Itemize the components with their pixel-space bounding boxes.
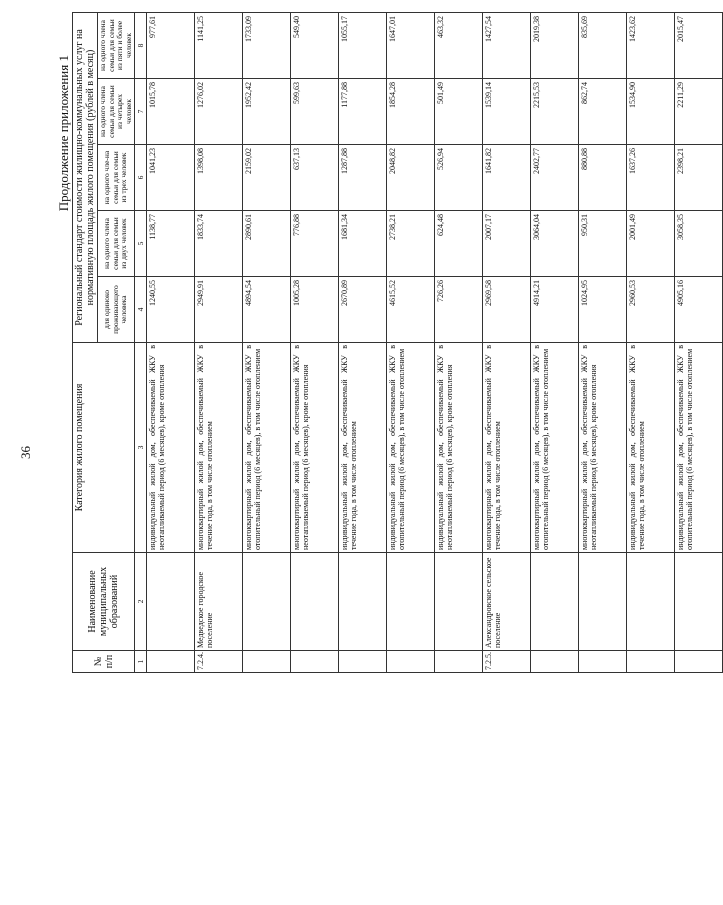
cost-value: 463,32 xyxy=(435,12,483,78)
dwelling-category: индивидуальный жилой дом, обеспечиваемый ЖКУ в течение года, в том числе отоплением xyxy=(627,343,675,553)
row-number xyxy=(627,651,675,673)
row-number xyxy=(675,651,723,673)
row-number xyxy=(147,651,195,673)
cost-value: 3064,04 xyxy=(531,211,579,277)
dwelling-category: многоквартирный жилой дом, обеспечиваемый ЖКУ в течение года, в том числе отоплением xyxy=(195,343,243,553)
cost-value: 1641,82 xyxy=(483,145,531,211)
cost-value: 1833,74 xyxy=(195,211,243,277)
dwelling-category: многоквартирный жилой дом, обеспечиваемый ЖКУ в отопительный период (6 месяцев), в том числе отоплением xyxy=(243,343,291,553)
municipality-name xyxy=(627,553,675,651)
municipality-name xyxy=(243,553,291,651)
cost-value: 726,26 xyxy=(435,277,483,343)
table-row xyxy=(531,12,579,672)
table-row xyxy=(147,12,195,672)
municipality-name xyxy=(291,553,339,651)
row-number xyxy=(435,651,483,673)
dwelling-category: индивидуальный жилой дом, обеспечиваемый ЖКУ в неотапливаемый период (6 месяцев), кроме отопления xyxy=(435,343,483,553)
cost-value: 1647,01 xyxy=(387,12,435,78)
header-sub: на одного члена семьи для семьи из двух человек xyxy=(98,211,135,277)
cost-value: 1287,88 xyxy=(339,145,387,211)
header-sub: для одиноко проживающего человека xyxy=(98,277,135,343)
dwelling-category: индивидуальный жилой дом, обеспечиваемый ЖКУ в течение года, в том числе отоплением xyxy=(339,343,387,553)
cost-value: 2890,61 xyxy=(243,211,291,277)
header-sub: на одного члена семьи для семьи из четырех человек xyxy=(98,79,135,145)
column-number: 6 xyxy=(135,145,147,211)
table-row xyxy=(243,12,291,672)
cost-value: 950,31 xyxy=(579,211,627,277)
cost-value: 1138,77 xyxy=(147,211,195,277)
cost-value: 1539,14 xyxy=(483,79,531,145)
dwelling-category: индивидуальный жилой дом, обеспечиваемый ЖКУ в отопительный период (6 месяцев), в том числе отоплением xyxy=(387,343,435,553)
row-number xyxy=(579,651,627,673)
cost-value: 3058,35 xyxy=(675,211,723,277)
row-number xyxy=(339,651,387,673)
cost-value: 2159,02 xyxy=(243,145,291,211)
cost-value: 2398,21 xyxy=(675,145,723,211)
cost-value: 880,88 xyxy=(579,145,627,211)
municipality-name: Александровское сельское поселение xyxy=(483,553,531,651)
cost-value: 4894,54 xyxy=(243,277,291,343)
row-number xyxy=(531,651,579,673)
table-row xyxy=(339,12,387,672)
cost-value: 1041,23 xyxy=(147,145,195,211)
table-row xyxy=(579,12,627,672)
cost-value: 526,94 xyxy=(435,145,483,211)
cost-value: 1427,54 xyxy=(483,12,531,78)
dwelling-category: многоквартирный жилой дом, обеспечиваемый ЖКУ в неотапливаемый период (6 месяцев), кроме отопления xyxy=(579,343,627,553)
table-row xyxy=(675,12,723,672)
table-row xyxy=(291,12,339,672)
header-sub: на одного чле-на семьи для семьи из трех человек xyxy=(98,145,135,211)
cost-value: 1005,28 xyxy=(291,277,339,343)
row-number xyxy=(387,651,435,673)
municipality-name xyxy=(339,553,387,651)
header-municipality: Наименование муниципальных образований xyxy=(73,553,135,651)
page-number: 36 xyxy=(18,446,33,459)
cost-value: 1177,88 xyxy=(339,79,387,145)
dwelling-category: многоквартирный жилой дом, обеспечиваемый ЖКУ в неотапливаемый период (6 месяцев), кроме отопления xyxy=(291,343,339,553)
cost-value: 1240,55 xyxy=(147,277,195,343)
column-number: 2 xyxy=(135,553,147,651)
table-row xyxy=(195,12,243,672)
cost-value: 2738,21 xyxy=(387,211,435,277)
cost-value: 1398,08 xyxy=(195,145,243,211)
municipality-name xyxy=(147,553,195,651)
dwelling-category: многоквартирный жилой дом, обеспечиваемый ЖКУ в отопительный период (6 месяцев), в том числе отоплением xyxy=(531,343,579,553)
column-number: 8 xyxy=(135,12,147,78)
table-row xyxy=(483,12,531,672)
dwelling-category: индивидуальный жилой дом, обеспечиваемый ЖКУ в неотапливаемый период (6 месяцев), кроме отопления xyxy=(147,343,195,553)
municipality-name xyxy=(675,553,723,651)
appendix-label: Продолжение приложения 1 xyxy=(56,55,71,212)
municipality-name xyxy=(435,553,483,651)
column-number: 3 xyxy=(135,343,147,553)
header-sub: на одного члена семьи для семьи из пяти и более человек xyxy=(98,12,135,78)
cost-value: 624,48 xyxy=(435,211,483,277)
column-number: 5 xyxy=(135,211,147,277)
row-number xyxy=(243,651,291,673)
cost-value: 1854,28 xyxy=(387,79,435,145)
cost-value: 776,88 xyxy=(291,211,339,277)
cost-value: 862,74 xyxy=(579,79,627,145)
table-row xyxy=(387,12,435,672)
cost-value: 2019,38 xyxy=(531,12,579,78)
cost-value: 2949,91 xyxy=(195,277,243,343)
cost-value: 4615,52 xyxy=(387,277,435,343)
column-number: 7 xyxy=(135,79,147,145)
cost-value: 501,49 xyxy=(435,79,483,145)
cost-value: 1024,95 xyxy=(579,277,627,343)
municipality-name xyxy=(531,553,579,651)
cost-value: 599,63 xyxy=(291,79,339,145)
municipality-name: Медведское городское поселение xyxy=(195,553,243,651)
header-standard-group: Региональный стандарт стоимости жилищно-коммунальных услуг на нормативную площадь жилого помещения (рублей в месяц) xyxy=(73,12,98,342)
cost-value: 2960,53 xyxy=(627,277,675,343)
cost-value: 549,40 xyxy=(291,12,339,78)
column-number: 1 xyxy=(135,651,147,673)
dwelling-category: индивидуальный жилой дом, обеспечиваемый ЖКУ в отопительный период (6 месяцев), в том числе отоплением xyxy=(675,343,723,553)
table-body xyxy=(147,12,723,672)
dwelling-category: многоквартирный жилой дом, обеспечиваемый ЖКУ в течение года, в том числе отоплением xyxy=(483,343,531,553)
cost-value: 1534,90 xyxy=(627,79,675,145)
cost-value: 4914,21 xyxy=(531,277,579,343)
column-number: 4 xyxy=(135,277,147,343)
cost-value: 2211,29 xyxy=(675,79,723,145)
cost-value: 2215,53 xyxy=(531,79,579,145)
row-number: 7.2.4. xyxy=(195,651,243,673)
cost-value: 977,61 xyxy=(147,12,195,78)
cost-value: 637,13 xyxy=(291,145,339,211)
row-number: 7.2.5. xyxy=(483,651,531,673)
column-number-row xyxy=(135,12,147,672)
cost-value: 1015,78 xyxy=(147,79,195,145)
cost-value: 1681,34 xyxy=(339,211,387,277)
municipality-name xyxy=(579,553,627,651)
cost-value: 2007,17 xyxy=(483,211,531,277)
cost-value: 2015,47 xyxy=(675,12,723,78)
header-num: № п/п xyxy=(73,651,135,673)
cost-value: 1055,17 xyxy=(339,12,387,78)
cost-value: 2048,82 xyxy=(387,145,435,211)
cost-value: 1141,25 xyxy=(195,12,243,78)
cost-value: 1276,02 xyxy=(195,79,243,145)
row-number xyxy=(291,651,339,673)
cost-value: 1733,09 xyxy=(243,12,291,78)
municipality-name xyxy=(387,553,435,651)
table-row xyxy=(435,12,483,672)
cost-value: 2670,89 xyxy=(339,277,387,343)
cost-value: 2402,77 xyxy=(531,145,579,211)
cost-value: 4905,16 xyxy=(675,277,723,343)
cost-value: 835,69 xyxy=(579,12,627,78)
table-row xyxy=(627,12,675,672)
cost-standard-table xyxy=(72,12,723,673)
cost-value: 1637,26 xyxy=(627,145,675,211)
cost-value: 2001,49 xyxy=(627,211,675,277)
header-category: Категория жилого помещения xyxy=(73,343,135,553)
cost-value: 2969,58 xyxy=(483,277,531,343)
cost-value: 1423,62 xyxy=(627,12,675,78)
cost-value: 1952,42 xyxy=(243,79,291,145)
